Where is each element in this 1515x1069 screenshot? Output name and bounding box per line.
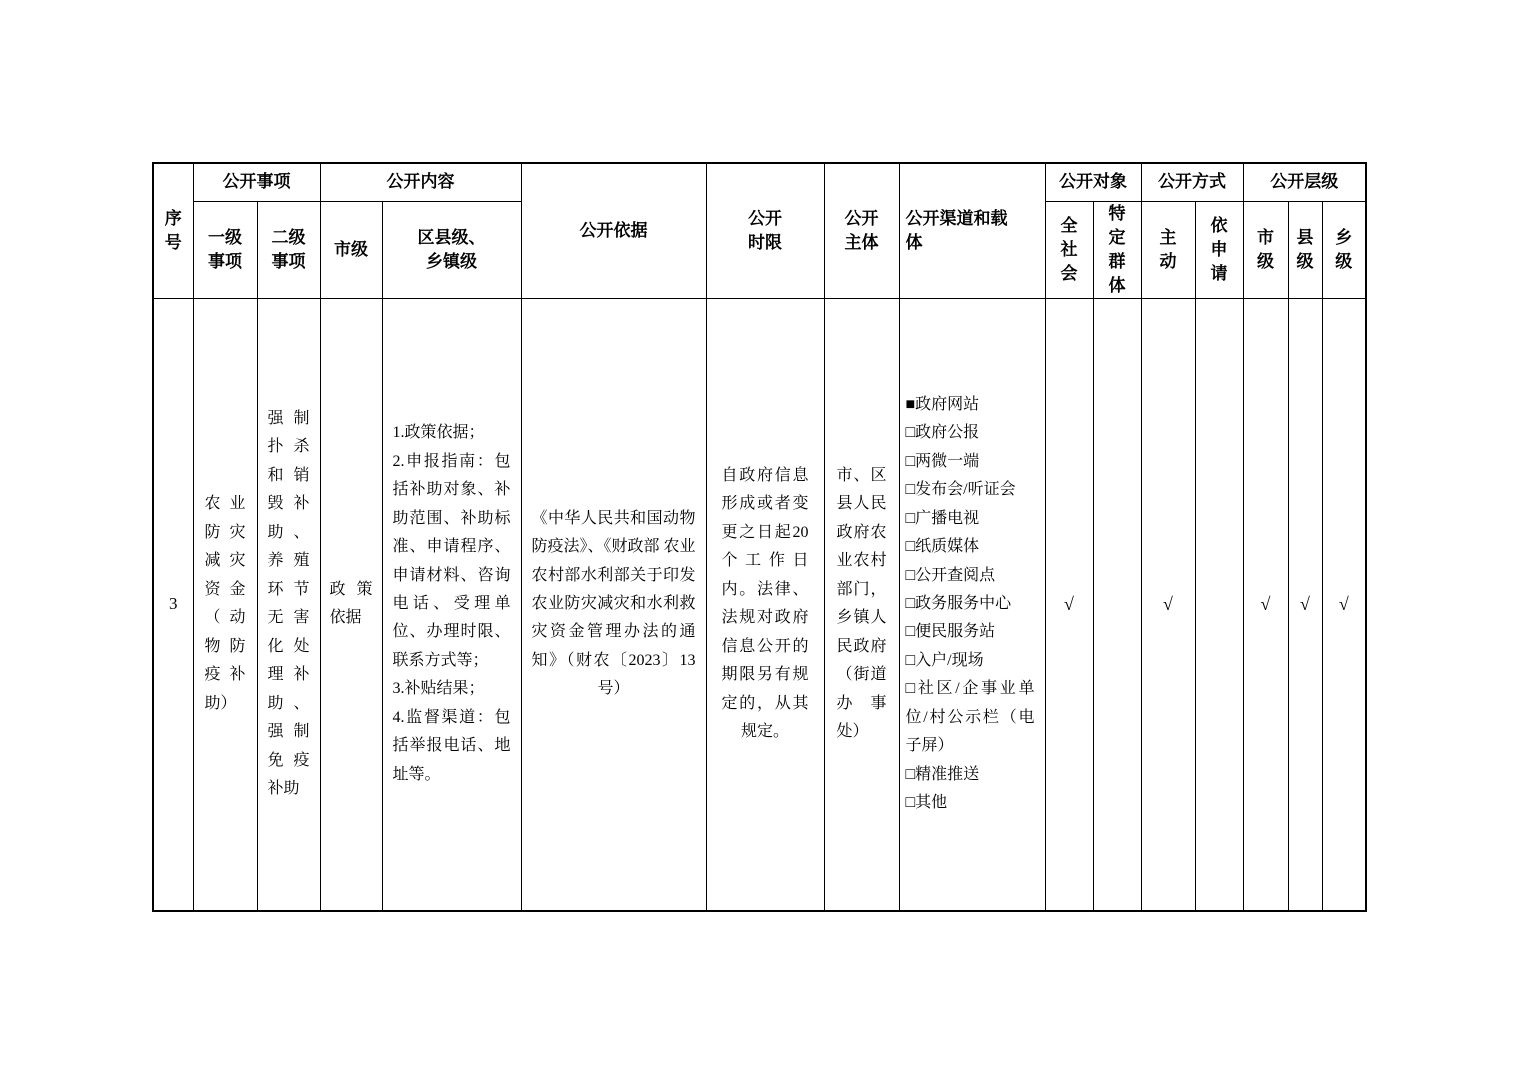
header-group-disclosure-methods: 公开方式 xyxy=(1141,163,1243,201)
table-row xyxy=(153,299,1366,911)
header-whole-society-label: 全社会 xyxy=(1060,215,1078,283)
header-disclosure-subject xyxy=(824,163,899,299)
cell-disclosure-channels xyxy=(899,299,1045,911)
cell-serial-number: 3 xyxy=(153,299,193,911)
cell-check-township-level: √ xyxy=(1322,299,1366,911)
header-whole-society xyxy=(1045,201,1093,299)
header-township-level xyxy=(1322,201,1366,299)
header-upon-request xyxy=(1195,201,1243,299)
header-group-disclosure-levels: 公开层级 xyxy=(1243,163,1366,201)
header-specific-groups xyxy=(1093,201,1141,299)
disclosure-table xyxy=(152,162,1367,912)
content-item: 2.申报指南：包括补助对象、补助范围、补助标准、申请程序、申请材料、咨询电话、受理单位、办理时限、联系方式等； xyxy=(392,452,511,669)
header-serial-number xyxy=(153,163,193,299)
header-group-disclosure-targets: 公开对象 xyxy=(1045,163,1141,201)
channel-item: □政务服务中心 xyxy=(905,595,1012,613)
header-upon-request-label: 依申请 xyxy=(1210,215,1228,283)
header-district-township-content xyxy=(382,201,521,299)
header-group-disclosure-content: 公开内容 xyxy=(320,163,521,201)
header-proactive-label: 主动 xyxy=(1159,227,1177,271)
header-district-township-label: 区县级、乡镇级 xyxy=(417,227,486,271)
cell-level1-item: 农业防灾减灾资金（动物防疫补助） xyxy=(193,299,257,911)
content-item: 4.监督渠道：包括举报电话、地址等。 xyxy=(392,708,511,783)
cell-disclosure-time-limit: 自政府信息形成或者变更之日起20个工作日内。法律、法规对政府信息公开的期限另有规定的，从其规定。 xyxy=(706,299,824,911)
header-level1-item-label: 一级事项 xyxy=(208,227,242,271)
channel-item: ■政府网站 xyxy=(905,395,980,413)
channel-item: □入户/现场 xyxy=(905,651,984,669)
cell-check-upon-request xyxy=(1195,299,1243,911)
channel-item: □社区/企事业单位/村公示栏（电子屏） xyxy=(905,680,1035,755)
cell-check-county-level: √ xyxy=(1288,299,1322,911)
channel-item: □精准推送 xyxy=(905,765,980,783)
cell-check-proactive: √ xyxy=(1141,299,1195,911)
channel-item: □发布会/听证会 xyxy=(905,481,1016,499)
header-disclosure-subject-label: 公开主体 xyxy=(844,208,879,252)
header-county-level-label: 县级 xyxy=(1296,227,1314,271)
header-county-level xyxy=(1288,201,1322,299)
header-city-level xyxy=(1243,201,1288,299)
header-level2-item-label: 二级事项 xyxy=(271,227,306,271)
header-specific-groups-label: 特定群体 xyxy=(1108,203,1126,295)
content-item: 3.补贴结果； xyxy=(392,680,485,698)
header-disclosure-channels xyxy=(899,163,1045,299)
channel-item: □广播电视 xyxy=(905,509,980,527)
header-serial-number-label: 序号 xyxy=(164,208,182,252)
header-disclosure-time-limit xyxy=(706,163,824,299)
channel-item: □政府公报 xyxy=(905,424,980,442)
channel-item: □纸质媒体 xyxy=(905,538,980,556)
channel-item: □两微一端 xyxy=(905,452,980,470)
cell-city-level-content: 政策依据 xyxy=(320,299,382,911)
header-city-level-label: 市级 xyxy=(1256,227,1274,271)
cell-check-whole-society: √ xyxy=(1045,299,1093,911)
header-township-level-label: 乡级 xyxy=(1335,227,1353,271)
cell-district-township-content xyxy=(382,299,521,911)
cell-disclosure-basis: 《中华人民共和国动物防疫法》、《财政部 农业农村部水利部关于印发农业防灾减灾和水利救灾资金管理办法的通知》（财农〔2023〕13号） xyxy=(521,299,706,911)
header-disclosure-channels-label: 公开渠道和载体 xyxy=(905,208,1008,252)
channel-item: □便民服务站 xyxy=(905,623,996,641)
header-disclosure-time-limit-label: 公开时限 xyxy=(748,208,782,252)
cell-check-specific-groups xyxy=(1093,299,1141,911)
header-level2-item xyxy=(257,201,320,299)
content-item: 1.政策依据； xyxy=(392,424,485,442)
cell-level2-item: 强制扑杀和销毁补助、养殖环节无害化处理补助、强制免疫补助 xyxy=(257,299,320,911)
cell-check-city-level: √ xyxy=(1243,299,1288,911)
header-level1-item xyxy=(193,201,257,299)
channel-item: □其他 xyxy=(905,794,948,812)
channel-item: □公开查阅点 xyxy=(905,566,996,584)
header-disclosure-basis: 公开依据 xyxy=(521,163,706,299)
cell-disclosure-subject: 市、区县人民政府农业农村部门，乡镇人民政府（街道办事处） xyxy=(824,299,899,911)
header-group-disclosure-items: 公开事项 xyxy=(193,163,320,201)
header-city-level-content: 市级 xyxy=(320,201,382,299)
header-proactive xyxy=(1141,201,1195,299)
